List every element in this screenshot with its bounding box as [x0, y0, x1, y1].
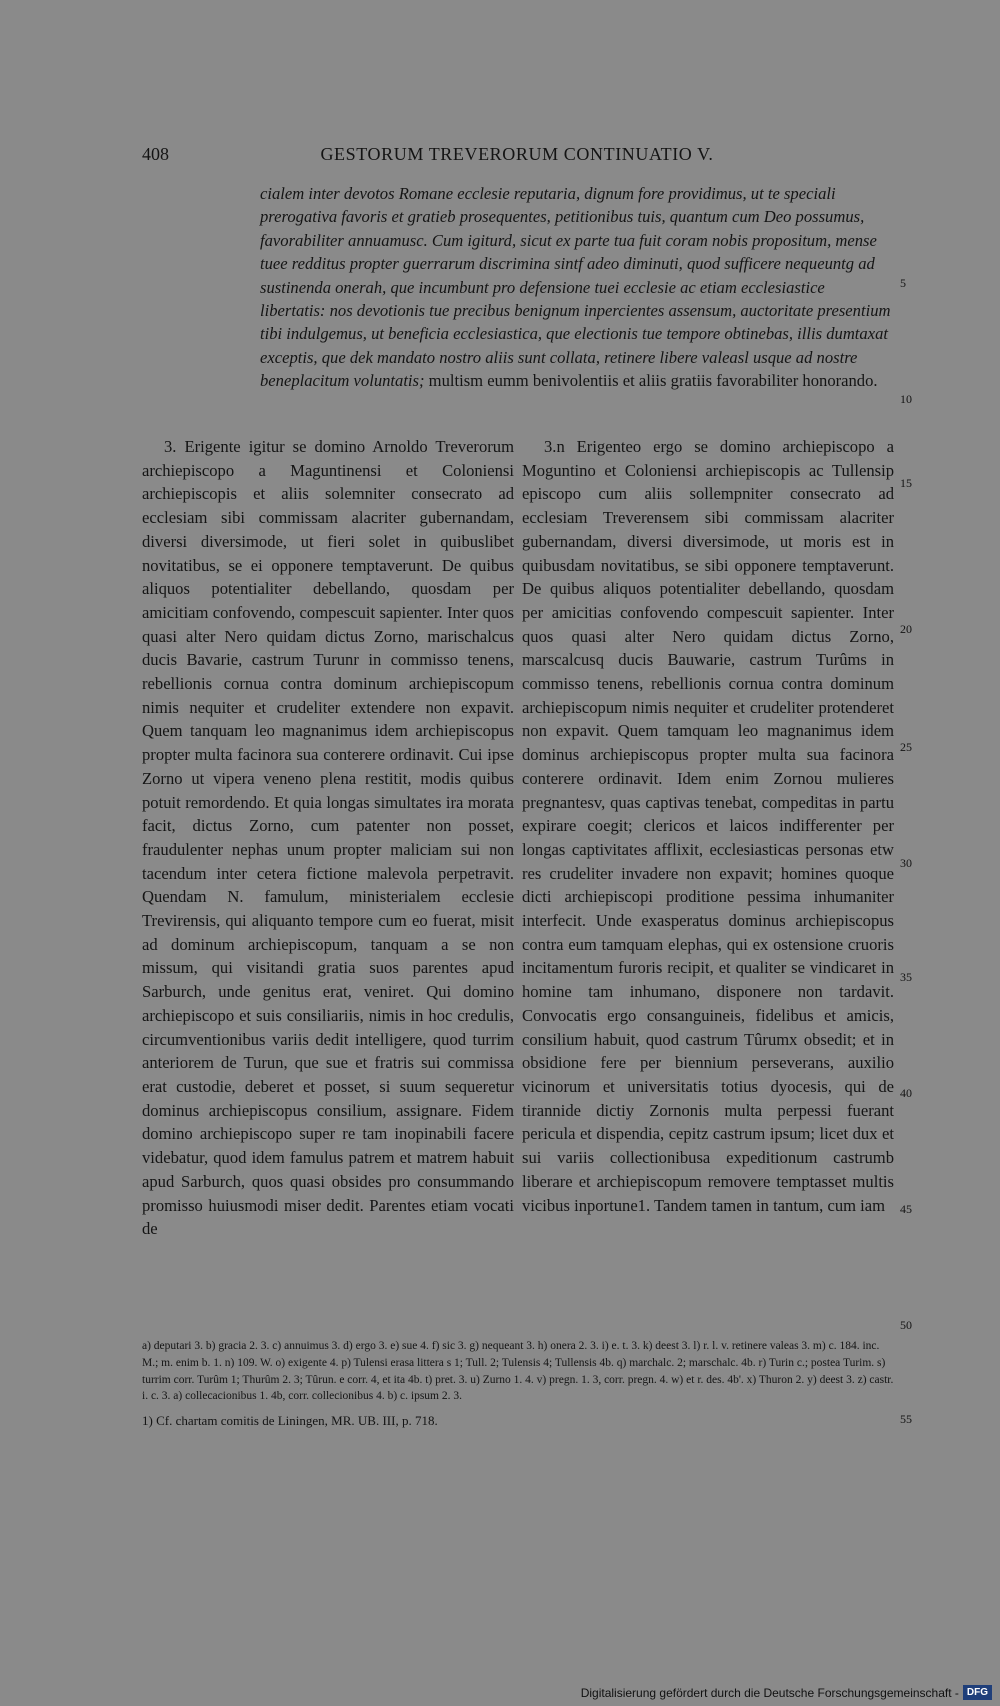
credit-text: Digitalisierung gefördert durch die Deutsche Forschungsgemeinschaft - [580, 1685, 959, 1700]
line-number: 25 [900, 740, 912, 754]
line-number: 20 [900, 622, 912, 636]
footnote-citation: 1) Cf. chartam comitis de Liningen, MR. UB. III, p. 718. [142, 1413, 438, 1429]
intro-text-roman: multism eumm benivolentiis et aliis gratiis favorabiliter honorando. [424, 371, 878, 391]
line-number: 40 [900, 1086, 912, 1100]
critical-apparatus: a) deputari 3. b) gracia 2. 3. c) annuimus 3. d) ergo 3. e) sue 4. f) sic 3. g) nequeant 3. h) onera 2. 3. i) e. t. 3. k) deest 3. l) r. l. v. retinere valeas 3. m) c. 184. inc. M.; m. enim b. 1. n) 109. W. o) exigente 4. p) Tulensi erasa littera s 1; Tull. 2; Tulensis 4; Tullensis 4b. q) marchalc. 2; marschalc. 4b. r) Turin c.; postea Turim. s) turrim corr. Turûm 1; Thurûm 2. 3; Tûrun. e corr. 4, et ita 4b. t) pret. 3. u) Zurno 1. 4. v) pregn. 1. 3, corr. pregn. 4. w) et r. des. 4b'. x) Thuron 2. y) deest 3. z) castr. i. c. 3. a) collecacionibus 1. 4b, corr. collecionibus 4. b) c. ipsum 2. 3. [142, 1340, 894, 1403]
left-column [142, 435, 514, 1241]
left-column-text: 3. Erigente igitur se domino Arnoldo Treverorum archiepiscopo a Maguntinensi et Coloniensi archiepiscopis et aliis solemniter consecrato ad ecclesiam sibi commissam alacriter gubernandam, diversi diversimode, ut fieri solet in quibuslibet novitatibus, se ei opponere temptaverunt. De quibus aliquos potentialiter debellando, quosdam per amicitiam confovendo, compescuit sapienter. Inter quos quasi alter Nero quidam dictus Zorno, marischalcus ducis Bavarie, castrum Turunr in commisso tenens, rebellionis cornua contra dominum archiepiscopum nimis nequiter et crudeliter extendere non expavit. Quem tanquam leo magnanimus idem archiepiscopus propter multa facinora sua conterere ordinavit. Cui ipse Zorno ut vipera veneno plena restitit, modis quibus potuit remordendo. Et quia longas simultates ira morata facit, dictus Zorno, cum patenter non posset, fraudulenter nephas unum propter maliciam sui non tacendum inter cetera fictione malevola perpetravit. Quendam N. famulum, ministerialem ecclesie Trevirensis, qui aliquanto tempore cum eo fuerat, misit ad dominum archiepiscopum, tanquam a se non missum, qui visitandi gratia suos parentes apud Sarburch, unde genitus erat, veniret. Qui domino archiepiscopo et suis consiliariis, nimis in hoc credulis, circumventionibus variis dedit intelligere, quod turrim anteriorem de Turun, que sue et fratris sui commissa erat custodie, deberet et posset, si suum sequeretur dominus archiepiscopus consilium, assignare. Fidem domino archiepiscopo super re tam inopinabili facere videbatur, quod idem famulus patrem et matrem habuit apud Sarburch, quos quasi obsides pro consummando promisso huiusmodi miser dedit. Parentes etiam vocati de [142, 437, 514, 1239]
running-title: GESTORUM TREVERORUM CONTINUATIO V. [320, 144, 714, 164]
line-number: 35 [900, 970, 912, 984]
line-number: 10 [900, 392, 912, 406]
line-number: 5 [900, 276, 906, 290]
line-number: 45 [900, 1202, 912, 1216]
line-number: 55 [900, 1412, 912, 1426]
page-header [142, 144, 892, 170]
right-column-text: 3.n Erigenteo ergo se domino archiepiscopo a Moguntino et Coloniensi archiepiscopis ac Tullensip episcopo cum aliis sollempniter consecrato ad ecclesiam Treverensem sibi commissam alacriter gubernandam, diversi diversimode, ut moris est in quibusdam novitatibus, se sibi opponere temptaverunt. De quibus aliquos potentialiter debellando, quosdam per amicitias confovendo compescuit sapienter. Inter quos quasi alter Nero quidam dictus Zorno, marscalcusq ducis Bauwarie, castrum Turûms in commisso tenens, rebellionis cornua contra dominum archiepiscopum nimis nequiter et crudeliter protenderet non expavit. Quem tamquam leo magnanimus idem dominus archiepiscopus propter multa sua facinora conterere ordinavit. Idem enim Zornou mulieres pregnantesv, quas captivas tenebat, compeditas in partu expirare coegit; clericos et laicos indifferenter per longas captivitates afflixit, ecclesiasticas personas etw res crudeliter invadere non expavit; homines quoque dicti archiepiscopi proditione pessima inhumaniter interfecit. Unde exasperatus dominus archiepiscopus contra eum tamquam elephas, qui ex ostensione cruoris incitamentum furoris recipit, et qualiter se vindicaret in homine tam inhumano, disponere non tardavit. Convocatis ergo consanguineis, fidelibus et amicis, consilium habuit, quod castrum Tûrumx obsedit; et in obsidione fere per biennium perseverans, auxilio vicinorum et universitatis totius dyocesis, qui de tirannide dictiy Zornonis multa perpessi fuerant pericula et dispendia, cepitz castrum ipsum; licet dux et sui variis collectionibusa expeditionum castrumb liberare et archiepiscopum removere temptasset multis vicibus inportune1. Tandem tamen in tantum, cum iam [522, 437, 894, 1215]
intro-passage [260, 182, 892, 393]
page-number: 408 [142, 144, 169, 164]
footnotes [142, 1338, 898, 1430]
digitization-credit [581, 1685, 992, 1700]
line-number: 15 [900, 476, 912, 490]
intro-text-italic: cialem inter devotos Romane ecclesie reputaria, dignum fore providimus, ut te speciali prerogativa favoris et gratieb prosequentes, petitionibus tuis, quantum cum Deo possumus, favorabiliter annuamusc. Cum igiturd, sicut ex parte tua fuit coram nobis propositum, mense tuee redditus propter guerrarum discrimina sintf adeo diminuti, quod sufficere nequeuntg ad sustinenda onerah, que incumbunt pro defensione tuei ecclesie ac etiam ecclesiastice libertatis: nos devotionis tue precibus benignum inpercientes assensum, auctoritate presentium tibi indulgemus, ut beneficia ecclesiastica, que electionis tue tempore obtinebas, illis dumtaxat exceptis, que dek mandato nostro aliis sunt collata, retinere libere valeasl usque ad nostre beneplacitum voluntatis; [260, 184, 891, 391]
line-number: 50 [900, 1318, 912, 1332]
line-number: 30 [900, 856, 912, 870]
right-column [522, 435, 894, 1217]
dfg-logo: DFG [963, 1685, 992, 1700]
intro-paragraph [260, 182, 892, 393]
